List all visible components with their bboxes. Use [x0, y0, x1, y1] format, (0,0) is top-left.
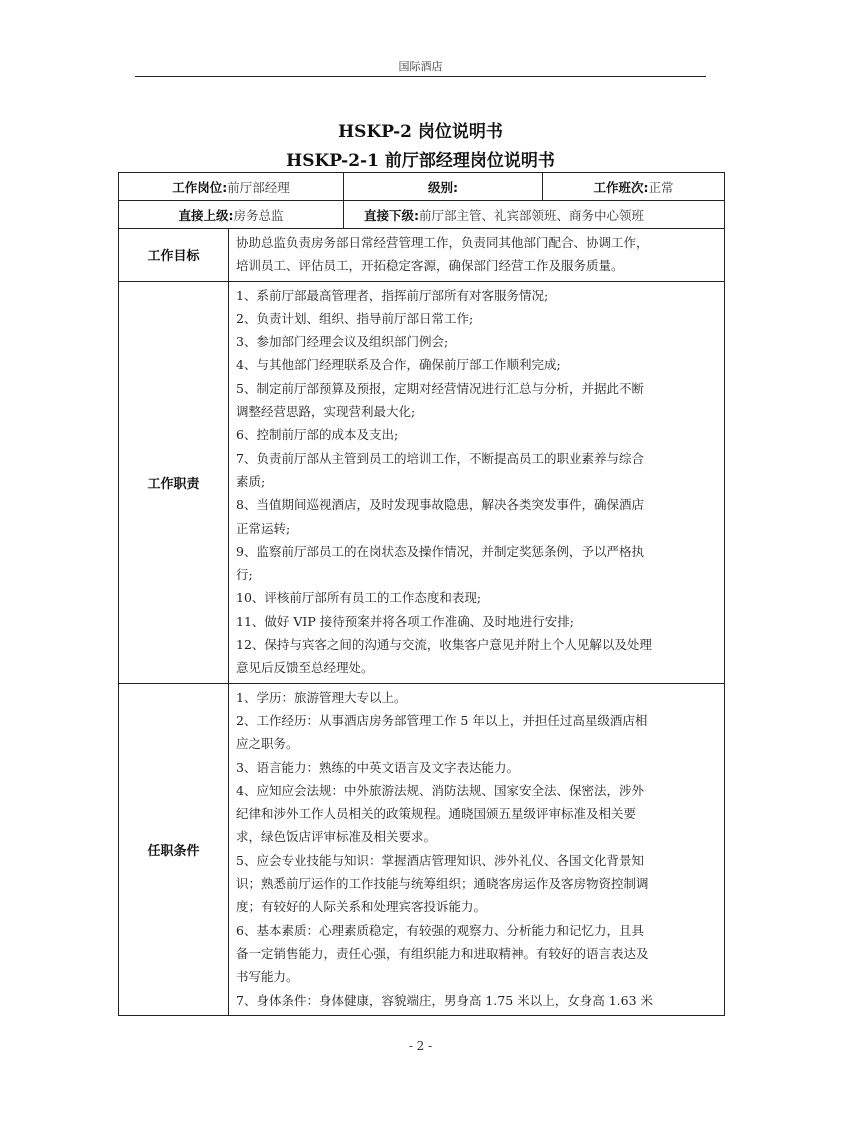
- shift-value: 正常: [648, 179, 674, 195]
- document-subtitle: HSKP-2-1 前厅部经理岗位说明书: [286, 151, 555, 171]
- superior-label: 直接上级:: [178, 207, 234, 223]
- shift-label: 工作班次:: [593, 179, 649, 195]
- duty-line: 2、负责计划、组织、指导前厅部日常工作;: [236, 310, 474, 326]
- duty-line: 素质;: [236, 473, 266, 489]
- duty-line: 7、负责前厅部从主管到员工的培训工作，不断提高员工的职业素养与综合: [236, 450, 644, 466]
- duty-line: 10、评核前厅部所有员工的工作态度和表现;: [236, 590, 482, 606]
- duty-line: 调整经营思路，实现营利最大化;: [236, 404, 416, 420]
- duties-content: [229, 281, 725, 683]
- duty-line: 意见后反馈至总经理处。: [236, 660, 374, 676]
- duty-line: 4、与其他部门经理联系及合作，确保前厅部工作顺利完成;: [236, 357, 561, 373]
- duty-line: 11、做好 VIP 接待预案并将各项工作准确、及时地进行安排;: [236, 613, 574, 629]
- qualifications-row: [119, 683, 725, 1015]
- goal-content: [229, 229, 725, 282]
- level-cell: [344, 173, 543, 201]
- qualification-line: 度；有较好的人际关系和处理宾客投诉能力。: [236, 899, 487, 915]
- qualification-line: 4、应知应会法规：中外旅游法规、消防法规、国家安全法、保密法，涉外: [236, 782, 644, 798]
- page-number: - 2 -: [408, 1039, 433, 1053]
- position-cell: [119, 173, 344, 201]
- duty-line: 9、监察前厅部员工的在岗状态及操作情况，并制定奖惩条例，予以严格执: [236, 543, 644, 559]
- superior-value: 房务总监: [233, 207, 284, 223]
- qualification-line: 求，绿色饭店评审标准及相关要求。: [236, 829, 437, 845]
- superior-cell: [119, 201, 344, 229]
- qualification-line: 书写能力。: [236, 969, 299, 985]
- duties-row: [119, 281, 725, 683]
- duty-line: 1、系前厅部最高管理者，指挥前厅部所有对客服务情况;: [236, 287, 549, 303]
- header-divider: [135, 76, 706, 77]
- duty-line: 3、参加部门经理会议及组织部门例会;: [236, 334, 449, 350]
- job-description-table: [118, 172, 725, 1016]
- goal-label: 工作目标: [119, 229, 229, 282]
- subordinate-cell: [344, 201, 725, 229]
- duty-line: 6、控制前厅部的成本及支出;: [236, 427, 399, 443]
- duty-line: 5、制定前厅部预算及预报，定期对经营情况进行汇总与分析，并据此不断: [236, 380, 644, 396]
- qualification-line: 3、语言能力：熟练的中英文语言及文字表达能力。: [236, 759, 519, 775]
- qualification-line: 5、应会专业技能与知识：掌握酒店管理知识、涉外礼仪、各国文化背景知: [236, 852, 644, 868]
- info-row-1: [119, 173, 725, 201]
- duty-line: 行;: [236, 567, 253, 583]
- shift-cell: [543, 173, 725, 201]
- qualification-line: 应之职务。: [236, 736, 299, 752]
- duties-label: 工作职责: [119, 281, 229, 683]
- qualification-line: 识；熟悉前厅运作的工作技能与统筹组织；通晓客房运作及客房物资控制调: [236, 876, 649, 892]
- qualification-line: 1、学历：旅游管理大专以上。: [236, 689, 407, 705]
- document-title: HSKP-2 岗位说明书: [338, 122, 503, 142]
- qualification-line: 7、身体条件：身体健康，容貌端庄，男身高 1.75 米以上，女身高 1.63 米: [236, 992, 654, 1008]
- info-row-2: [119, 201, 725, 229]
- duty-line: 12、保持与宾客之间的沟通与交流，收集客户意见并附上个人见解以及处理: [236, 637, 652, 653]
- subordinate-label: 直接下级:: [364, 207, 420, 223]
- qualification-line: 纪律和涉外工作人员相关的政策规程。通晓国颁五星级评审标准及相关要: [236, 806, 637, 822]
- page-header-text: 国际酒店: [398, 60, 443, 73]
- goal-line: 培训员工、评估员工，开拓稳定客源，确保部门经营工作及服务质量。: [236, 258, 624, 274]
- qualification-line: 备一定销售能力，责任心强，有组织能力和进取精神。有较好的语言表达及: [236, 945, 649, 961]
- qualifications-content: [229, 683, 725, 1015]
- level-label: 级别:: [428, 179, 459, 195]
- position-label: 工作岗位:: [172, 179, 228, 195]
- goal-line: 协助总监负责房务部日常经营管理工作，负责同其他部门配合、协调工作，: [236, 235, 649, 250]
- goal-row: [119, 229, 725, 282]
- qualification-line: 2、工作经历：从事酒店房务部管理工作 5 年以上，并担任过高星级酒店相: [236, 712, 648, 728]
- duty-line: 正常运转;: [236, 520, 291, 536]
- duty-line: 8、当值期间巡视酒店，及时发现事故隐患，解决各类突发事件，确保酒店: [236, 497, 644, 513]
- subordinate-value: 前厅部主管、礼宾部领班、商务中心领班: [419, 207, 645, 223]
- qualification-line: 6、基本素质：心理素质稳定，有较强的观察力、分析能力和记忆力，且具: [236, 922, 644, 938]
- position-value: 前厅部经理: [227, 179, 290, 195]
- qualifications-label: 任职条件: [119, 683, 229, 1015]
